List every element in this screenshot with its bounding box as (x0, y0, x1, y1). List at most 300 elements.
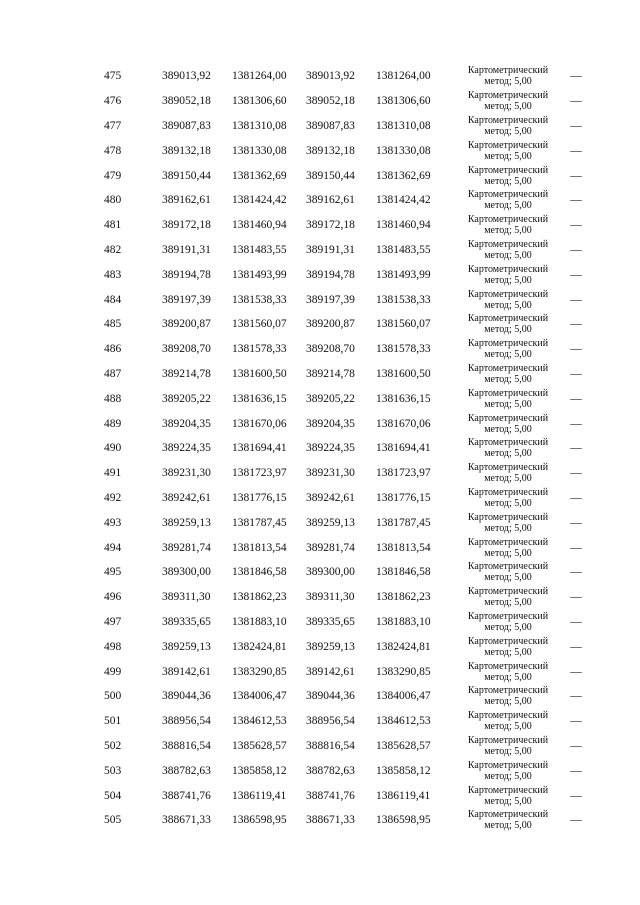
description-dash: — (570, 343, 582, 356)
table-row (88, 659, 586, 684)
description-dash: — (570, 739, 582, 752)
coord-y-existing: 1381636,15 (232, 392, 287, 405)
table-row (88, 510, 586, 535)
method-name: Картометрический (467, 685, 549, 697)
point-number: 487 (104, 367, 122, 380)
coord-x-existing: 389044,36 (162, 690, 211, 703)
coord-y-existing: 1381776,15 (232, 491, 287, 504)
coord-y-existing: 1383290,85 (232, 665, 287, 678)
method-accuracy (450, 64, 566, 89)
method-name: Картометрический (467, 511, 549, 523)
point-number: 477 (104, 119, 122, 132)
point-number: 495 (104, 566, 122, 579)
method-accuracy-value: метод; 5,00 (484, 373, 532, 385)
coord-y-refined: 1381330,08 (376, 144, 431, 157)
coord-y-existing: 1385628,57 (232, 739, 287, 752)
coord-x-existing: 389311,30 (162, 591, 211, 604)
table-row (88, 163, 586, 188)
method-name: Картометрический (467, 412, 549, 424)
description-dash: — (570, 566, 582, 579)
coord-x-refined: 389281,74 (306, 541, 355, 554)
method-accuracy-value: метод; 5,00 (484, 473, 532, 485)
coord-x-refined: 388741,76 (306, 789, 355, 802)
coord-y-existing: 1381493,99 (232, 268, 287, 281)
method-accuracy (450, 262, 566, 287)
description-dash: — (570, 690, 582, 703)
table-row (88, 262, 586, 287)
description-dash: — (570, 392, 582, 405)
coord-x-refined: 389142,61 (306, 665, 355, 678)
method-accuracy (450, 188, 566, 213)
description-dash: — (570, 467, 582, 480)
method-accuracy (450, 758, 566, 783)
coord-x-refined: 388956,54 (306, 715, 355, 728)
method-accuracy (450, 337, 566, 362)
coord-y-existing: 1381883,10 (232, 615, 287, 628)
method-name: Картометрический (467, 784, 549, 796)
coord-x-existing: 388671,33 (162, 814, 211, 827)
point-number: 481 (104, 219, 122, 232)
coord-y-refined: 1381776,15 (376, 491, 431, 504)
coord-x-existing: 388741,76 (162, 789, 211, 802)
method-accuracy (450, 89, 566, 114)
coord-y-refined: 1381694,41 (376, 442, 431, 455)
method-name: Картометрический (467, 114, 549, 126)
coord-y-refined: 1381310,08 (376, 119, 431, 132)
coord-y-refined: 1381862,23 (376, 591, 431, 604)
coord-x-existing: 389013,92 (162, 70, 211, 83)
description-dash: — (570, 789, 582, 802)
method-name: Картометрический (467, 586, 549, 598)
coord-x-existing: 388782,63 (162, 764, 211, 777)
description-dash: — (570, 293, 582, 306)
table-row (88, 486, 586, 511)
method-accuracy (450, 238, 566, 263)
coord-y-existing: 1386598,95 (232, 814, 287, 827)
method-name: Картометрический (467, 387, 549, 399)
coord-x-refined: 389259,13 (306, 640, 355, 653)
description-dash: — (570, 95, 582, 108)
method-accuracy-value: метод; 5,00 (484, 522, 532, 534)
table-row (88, 287, 586, 312)
coord-x-refined: 389224,35 (306, 442, 355, 455)
description-dash: — (570, 70, 582, 83)
table-row (88, 337, 586, 362)
coord-y-existing: 1381560,07 (232, 318, 287, 331)
method-name: Картометрический (467, 338, 549, 350)
coord-x-refined: 389259,13 (306, 516, 355, 529)
method-accuracy-value: метод; 5,00 (484, 597, 532, 609)
coord-x-existing: 389162,61 (162, 194, 211, 207)
coord-y-refined: 1381813,54 (376, 541, 431, 554)
table-row (88, 138, 586, 163)
coord-y-refined: 1381578,33 (376, 343, 431, 356)
point-number: 490 (104, 442, 122, 455)
coord-y-existing: 1381578,33 (232, 343, 287, 356)
coord-y-refined: 1386119,41 (376, 789, 431, 802)
coord-x-existing: 389052,18 (162, 95, 211, 108)
coord-x-refined: 389311,30 (306, 591, 355, 604)
method-name: Картометрический (467, 437, 549, 449)
coord-y-refined: 1385858,12 (376, 764, 431, 777)
table-row (88, 312, 586, 337)
table-row (88, 560, 586, 585)
description-dash: — (570, 541, 582, 554)
coord-y-existing: 1385858,12 (232, 764, 287, 777)
method-name: Картометрический (467, 90, 549, 102)
coord-y-refined: 1381560,07 (376, 318, 431, 331)
coord-x-refined: 389231,30 (306, 467, 355, 480)
coord-x-refined: 389242,61 (306, 491, 355, 504)
method-accuracy (450, 213, 566, 238)
point-number: 502 (104, 739, 122, 752)
description-dash: — (570, 591, 582, 604)
method-accuracy-value: метод; 5,00 (484, 398, 532, 410)
coord-y-refined: 1385628,57 (376, 739, 431, 752)
method-accuracy-value: метод; 5,00 (484, 497, 532, 509)
method-accuracy (450, 362, 566, 387)
table-row (88, 461, 586, 486)
description-dash: — (570, 169, 582, 182)
method-accuracy-value: метод; 5,00 (484, 200, 532, 212)
coord-x-existing: 389259,13 (162, 640, 211, 653)
method-name: Картометрический (467, 734, 549, 746)
coord-y-existing: 1381723,97 (232, 467, 287, 480)
method-accuracy-value: метод; 5,00 (484, 299, 532, 311)
method-accuracy-value: метод; 5,00 (484, 150, 532, 162)
description-dash: — (570, 367, 582, 380)
coord-y-existing: 1381460,94 (232, 219, 287, 232)
coord-y-refined: 1381600,50 (376, 367, 431, 380)
method-accuracy (450, 436, 566, 461)
coord-x-refined: 389013,92 (306, 70, 355, 83)
method-name: Картометрический (467, 809, 549, 821)
method-accuracy (450, 610, 566, 635)
point-number: 485 (104, 318, 122, 331)
coord-y-refined: 1381846,58 (376, 566, 431, 579)
description-dash: — (570, 640, 582, 653)
coord-x-refined: 389044,36 (306, 690, 355, 703)
coord-x-existing: 389197,39 (162, 293, 211, 306)
coord-y-refined: 1381723,97 (376, 467, 431, 480)
method-accuracy (450, 709, 566, 734)
method-name: Картометрический (467, 263, 549, 275)
coord-y-refined: 1381883,10 (376, 615, 431, 628)
method-accuracy-value: метод; 5,00 (484, 249, 532, 261)
coord-y-refined: 1386598,95 (376, 814, 431, 827)
method-accuracy (450, 486, 566, 511)
coord-y-refined: 1381636,15 (376, 392, 431, 405)
coord-y-existing: 1381694,41 (232, 442, 287, 455)
description-dash: — (570, 268, 582, 281)
method-accuracy (450, 535, 566, 560)
coord-x-refined: 389087,83 (306, 119, 355, 132)
method-accuracy (450, 560, 566, 585)
coord-x-refined: 388782,63 (306, 764, 355, 777)
coord-y-refined: 1381483,55 (376, 243, 431, 256)
coord-x-existing: 389142,61 (162, 665, 211, 678)
coord-x-existing: 389132,18 (162, 144, 211, 157)
method-accuracy-value: метод; 5,00 (484, 274, 532, 286)
coord-y-refined: 1381306,60 (376, 95, 431, 108)
coord-x-existing: 389231,30 (162, 467, 211, 480)
point-number: 500 (104, 690, 122, 703)
coord-y-refined: 1381787,45 (376, 516, 431, 529)
method-name: Картометрический (467, 635, 549, 647)
method-accuracy (450, 659, 566, 684)
coord-x-refined: 389204,35 (306, 417, 355, 430)
coord-y-refined: 1381538,33 (376, 293, 431, 306)
coord-x-refined: 389208,70 (306, 343, 355, 356)
coord-x-existing: 389281,74 (162, 541, 211, 554)
coord-x-existing: 389087,83 (162, 119, 211, 132)
coord-x-refined: 389335,65 (306, 615, 355, 628)
coord-x-existing: 389214,78 (162, 367, 211, 380)
method-name: Картометрический (467, 238, 549, 250)
description-dash: — (570, 243, 582, 256)
coord-x-refined: 389205,22 (306, 392, 355, 405)
method-accuracy-value: метод; 5,00 (484, 770, 532, 782)
method-name: Картометрический (467, 139, 549, 151)
point-number: 504 (104, 789, 122, 802)
method-accuracy-value: метод; 5,00 (484, 621, 532, 633)
coord-x-refined: 389150,44 (306, 169, 355, 182)
method-name: Картометрический (467, 189, 549, 201)
point-number: 498 (104, 640, 122, 653)
method-name: Картометрический (467, 759, 549, 771)
coord-y-existing: 1381600,50 (232, 367, 287, 380)
method-accuracy-value: метод; 5,00 (484, 547, 532, 559)
description-dash: — (570, 194, 582, 207)
method-accuracy-value: метод; 5,00 (484, 76, 532, 88)
coord-y-existing: 1381264,00 (232, 70, 287, 83)
description-dash: — (570, 144, 582, 157)
coord-y-refined: 1381493,99 (376, 268, 431, 281)
method-name: Картометрический (467, 462, 549, 474)
description-dash: — (570, 417, 582, 430)
coord-x-existing: 388956,54 (162, 715, 211, 728)
table-row (88, 188, 586, 213)
method-name: Картометрический (467, 313, 549, 325)
point-number: 483 (104, 268, 122, 281)
coord-x-existing: 389335,65 (162, 615, 211, 628)
table-row (88, 734, 586, 759)
point-number: 486 (104, 343, 122, 356)
point-number: 491 (104, 467, 122, 480)
method-accuracy (450, 138, 566, 163)
coord-x-existing: 388816,54 (162, 739, 211, 752)
description-dash: — (570, 318, 582, 331)
method-name: Картометрический (467, 65, 549, 77)
coord-y-existing: 1381306,60 (232, 95, 287, 108)
table-row (88, 114, 586, 139)
method-accuracy-value: метод; 5,00 (484, 671, 532, 683)
description-dash: — (570, 491, 582, 504)
point-number: 494 (104, 541, 122, 554)
coord-y-existing: 1381362,69 (232, 169, 287, 182)
point-number: 489 (104, 417, 122, 430)
method-accuracy-value: метод; 5,00 (484, 225, 532, 237)
method-accuracy (450, 585, 566, 610)
coord-y-existing: 1381330,08 (232, 144, 287, 157)
coordinates-table-body (88, 64, 586, 833)
table-row (88, 213, 586, 238)
table-row (88, 610, 586, 635)
coord-x-existing: 389191,31 (162, 243, 211, 256)
coord-x-refined: 389132,18 (306, 144, 355, 157)
method-accuracy (450, 312, 566, 337)
method-name: Картометрический (467, 486, 549, 498)
description-dash: — (570, 442, 582, 455)
point-number: 476 (104, 95, 122, 108)
coord-y-refined: 1384006,47 (376, 690, 431, 703)
coord-x-refined: 389194,78 (306, 268, 355, 281)
method-accuracy-value: метод; 5,00 (484, 175, 532, 187)
coord-x-refined: 389052,18 (306, 95, 355, 108)
point-number: 501 (104, 715, 122, 728)
method-accuracy (450, 287, 566, 312)
table-row (88, 634, 586, 659)
coord-x-existing: 389150,44 (162, 169, 211, 182)
coord-y-existing: 1384612,53 (232, 715, 287, 728)
method-accuracy-value: метод; 5,00 (484, 448, 532, 460)
method-name: Картометрический (467, 561, 549, 573)
table-row (88, 783, 586, 808)
point-number: 505 (104, 814, 122, 827)
coord-x-refined: 388671,33 (306, 814, 355, 827)
description-dash: — (570, 814, 582, 827)
coord-x-refined: 389162,61 (306, 194, 355, 207)
method-accuracy (450, 783, 566, 808)
point-number: 475 (104, 70, 122, 83)
coord-y-existing: 1381424,42 (232, 194, 287, 207)
method-name: Картометрический (467, 710, 549, 722)
coord-y-refined: 1383290,85 (376, 665, 431, 678)
coord-y-refined: 1381362,69 (376, 169, 431, 182)
table-row (88, 436, 586, 461)
coord-x-existing: 389300,00 (162, 566, 211, 579)
point-number: 480 (104, 194, 122, 207)
method-name: Картометрический (467, 214, 549, 226)
point-number: 484 (104, 293, 122, 306)
method-accuracy-value: метод; 5,00 (484, 101, 532, 113)
table-row (88, 808, 586, 833)
coord-y-existing: 1381310,08 (232, 119, 287, 132)
coord-y-existing: 1381787,45 (232, 516, 287, 529)
point-number: 499 (104, 665, 122, 678)
method-accuracy-value: метод; 5,00 (484, 795, 532, 807)
method-accuracy-value: метод; 5,00 (484, 721, 532, 733)
point-number: 482 (104, 243, 122, 256)
coord-y-existing: 1381813,54 (232, 541, 287, 554)
method-accuracy-value: метод; 5,00 (484, 125, 532, 137)
coord-x-existing: 389259,13 (162, 516, 211, 529)
method-accuracy-value: метод; 5,00 (484, 324, 532, 336)
coord-x-existing: 389200,87 (162, 318, 211, 331)
method-accuracy-value: метод; 5,00 (484, 745, 532, 757)
coord-x-existing: 389208,70 (162, 343, 211, 356)
method-name: Картометрический (467, 164, 549, 176)
coord-x-refined: 389191,31 (306, 243, 355, 256)
coord-y-existing: 1381862,23 (232, 591, 287, 604)
description-dash: — (570, 516, 582, 529)
method-accuracy (450, 386, 566, 411)
table-row (88, 238, 586, 263)
coord-y-existing: 1381846,58 (232, 566, 287, 579)
coord-x-refined: 388816,54 (306, 739, 355, 752)
method-accuracy-value: метод; 5,00 (484, 572, 532, 584)
point-number: 478 (104, 144, 122, 157)
method-accuracy (450, 808, 566, 833)
table-row (88, 89, 586, 114)
table-row (88, 684, 586, 709)
coord-x-existing: 389205,22 (162, 392, 211, 405)
coord-x-existing: 389194,78 (162, 268, 211, 281)
method-name: Картометрический (467, 610, 549, 622)
method-name: Картометрический (467, 362, 549, 374)
method-accuracy-value: метод; 5,00 (484, 696, 532, 708)
description-dash: — (570, 615, 582, 628)
coord-y-refined: 1381670,06 (376, 417, 431, 430)
coord-x-refined: 389172,18 (306, 219, 355, 232)
method-accuracy (450, 411, 566, 436)
method-accuracy (450, 461, 566, 486)
coord-y-refined: 1381264,00 (376, 70, 431, 83)
point-number: 497 (104, 615, 122, 628)
coord-y-refined: 1381460,94 (376, 219, 431, 232)
description-dash: — (570, 119, 582, 132)
method-accuracy (450, 734, 566, 759)
method-name: Картометрический (467, 660, 549, 672)
method-name: Картометрический (467, 288, 549, 300)
table-row (88, 64, 586, 89)
point-number: 488 (104, 392, 122, 405)
coord-y-refined: 1381424,42 (376, 194, 431, 207)
table-row (88, 585, 586, 610)
coord-y-refined: 1382424,81 (376, 640, 431, 653)
method-accuracy-value: метод; 5,00 (484, 349, 532, 361)
coord-x-existing: 389242,61 (162, 491, 211, 504)
method-accuracy (450, 510, 566, 535)
coord-y-existing: 1386119,41 (232, 789, 287, 802)
coord-y-existing: 1381538,33 (232, 293, 287, 306)
point-number: 479 (104, 169, 122, 182)
point-number: 492 (104, 491, 122, 504)
coord-x-existing: 389204,35 (162, 417, 211, 430)
point-number: 493 (104, 516, 122, 529)
description-dash: — (570, 764, 582, 777)
description-dash: — (570, 665, 582, 678)
coord-y-refined: 1384612,53 (376, 715, 431, 728)
table-row (88, 758, 586, 783)
coord-x-refined: 389300,00 (306, 566, 355, 579)
coord-y-existing: 1381483,55 (232, 243, 287, 256)
method-accuracy (450, 634, 566, 659)
table-row (88, 386, 586, 411)
point-number: 496 (104, 591, 122, 604)
table-row (88, 411, 586, 436)
table-row (88, 362, 586, 387)
method-name: Картометрический (467, 536, 549, 548)
method-accuracy (450, 163, 566, 188)
table-row (88, 709, 586, 734)
coord-y-existing: 1384006,47 (232, 690, 287, 703)
point-number: 503 (104, 764, 122, 777)
coordinates-table (88, 64, 586, 833)
coord-x-existing: 389224,35 (162, 442, 211, 455)
coord-x-refined: 389197,39 (306, 293, 355, 306)
description-dash: — (570, 219, 582, 232)
